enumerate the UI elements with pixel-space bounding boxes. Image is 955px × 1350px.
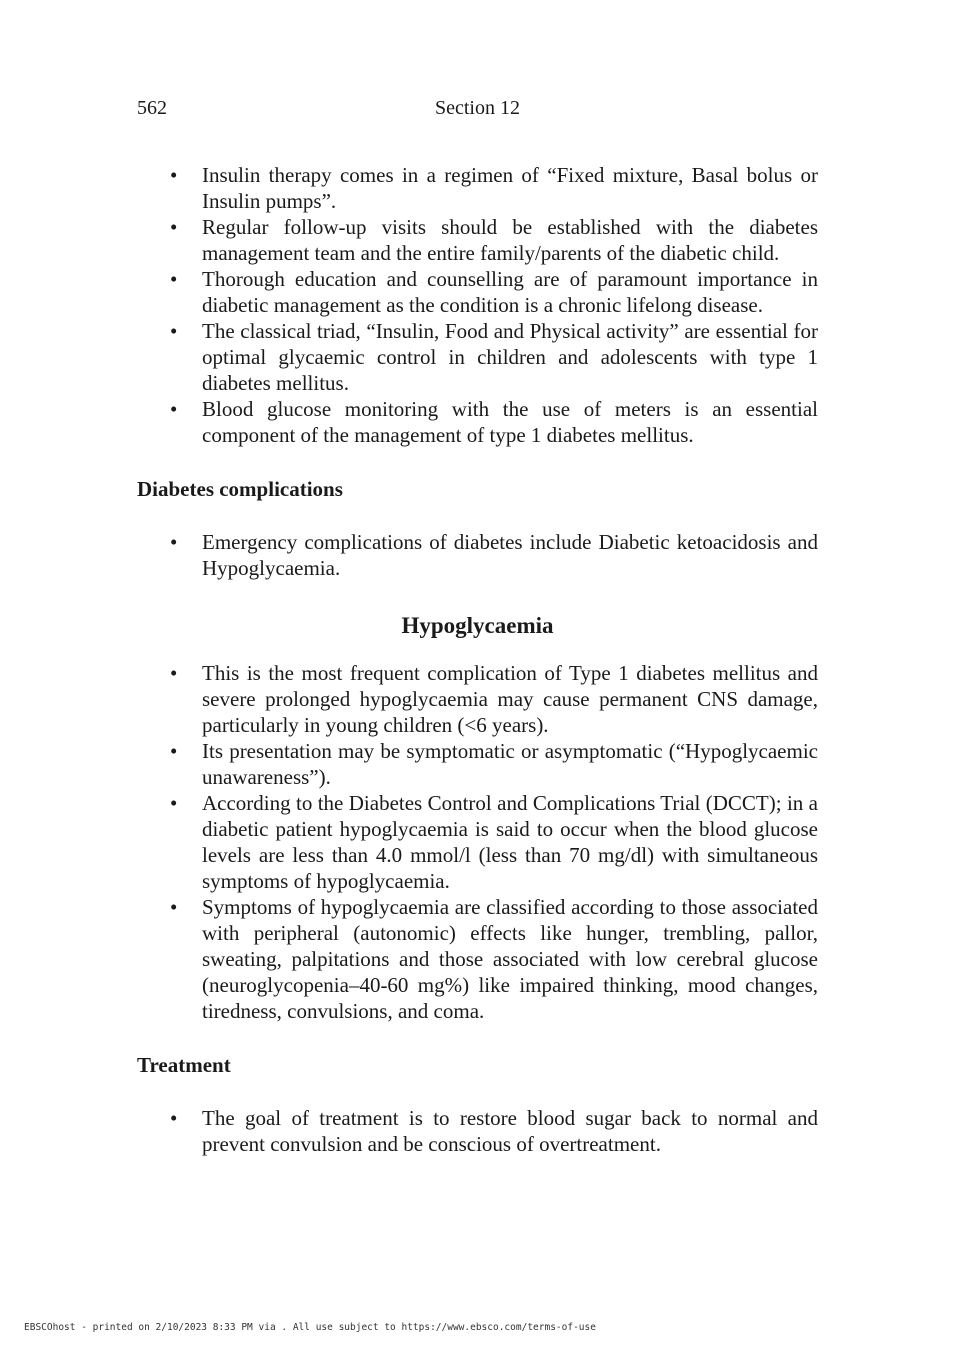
- list-item: • Emergency complications of diabetes include Diabetic ketoacidosis and Hypoglycaemia.: [137, 529, 818, 581]
- list-item: • This is the most frequent complication of Type 1 diabetes mellitus and severe prolonged hypoglycaemia may cause permanent CNS damage, particularly in young children (<6 years).: [137, 660, 818, 738]
- page-number: 562: [137, 97, 167, 119]
- list-item: • The classical triad, “Insulin, Food and Physical activity” are essential for optimal glycaemic control in children and adolescents with type 1 diabetes mellitus.: [137, 318, 818, 396]
- treatment-heading: Treatment: [137, 1053, 231, 1077]
- list-item: • Regular follow-up visits should be established with the diabetes management team and the entire family/parents of the diabetic child.: [137, 214, 818, 266]
- list-item: • Symptoms of hypoglycaemia are classified according to those associated with peripheral (autonomic) effects like hunger, trembling, pallor, sweating, palpitations and those associated with low cerebral glucose (neuroglycopenia–40-60 mg%) like impaired thinking, mood changes, tiredness, convulsions, and coma.: [137, 894, 818, 1024]
- hypoglycaemia-heading: Hypoglycaemia: [401, 613, 554, 638]
- list-item: • Its presentation may be symptomatic or asymptomatic (“Hypoglycaemic unawareness”).: [137, 738, 818, 790]
- page-body: [137, 162, 818, 1157]
- complications-heading: Diabetes complications: [137, 477, 343, 501]
- footer-notice: EBSCOhost - printed on 2/10/2023 8:33 PM via . All use subject to https://www.ebsco.com/terms-of-use: [24, 1322, 596, 1333]
- hypoglycaemia-bullet-list: [137, 660, 818, 1024]
- list-item: • Blood glucose monitoring with the use of meters is an essential component of the management of type 1 diabetes mellitus.: [137, 396, 818, 448]
- list-item: • The goal of treatment is to restore blood sugar back to normal and prevent convulsion and be conscious of overtreatment.: [137, 1105, 818, 1157]
- treatment-bullet-list: [137, 1105, 818, 1157]
- intro-bullet-list: [137, 162, 818, 448]
- list-item: • Thorough education and counselling are of paramount importance in diabetic management as the condition is a chronic lifelong disease.: [137, 266, 818, 318]
- list-item: • Insulin therapy comes in a regimen of “Fixed mixture, Basal bolus or Insulin pumps”.: [137, 162, 818, 214]
- complications-bullet-list: [137, 529, 818, 581]
- list-item: • According to the Diabetes Control and Complications Trial (DCCT); in a diabetic patient hypoglycaemia is said to occur when the blood glucose levels are less than 4.0 mmol/l (less than 70 mg/dl) with simultaneous symptoms of hypoglycaemia.: [137, 790, 818, 894]
- running-header: Section 12: [435, 97, 520, 119]
